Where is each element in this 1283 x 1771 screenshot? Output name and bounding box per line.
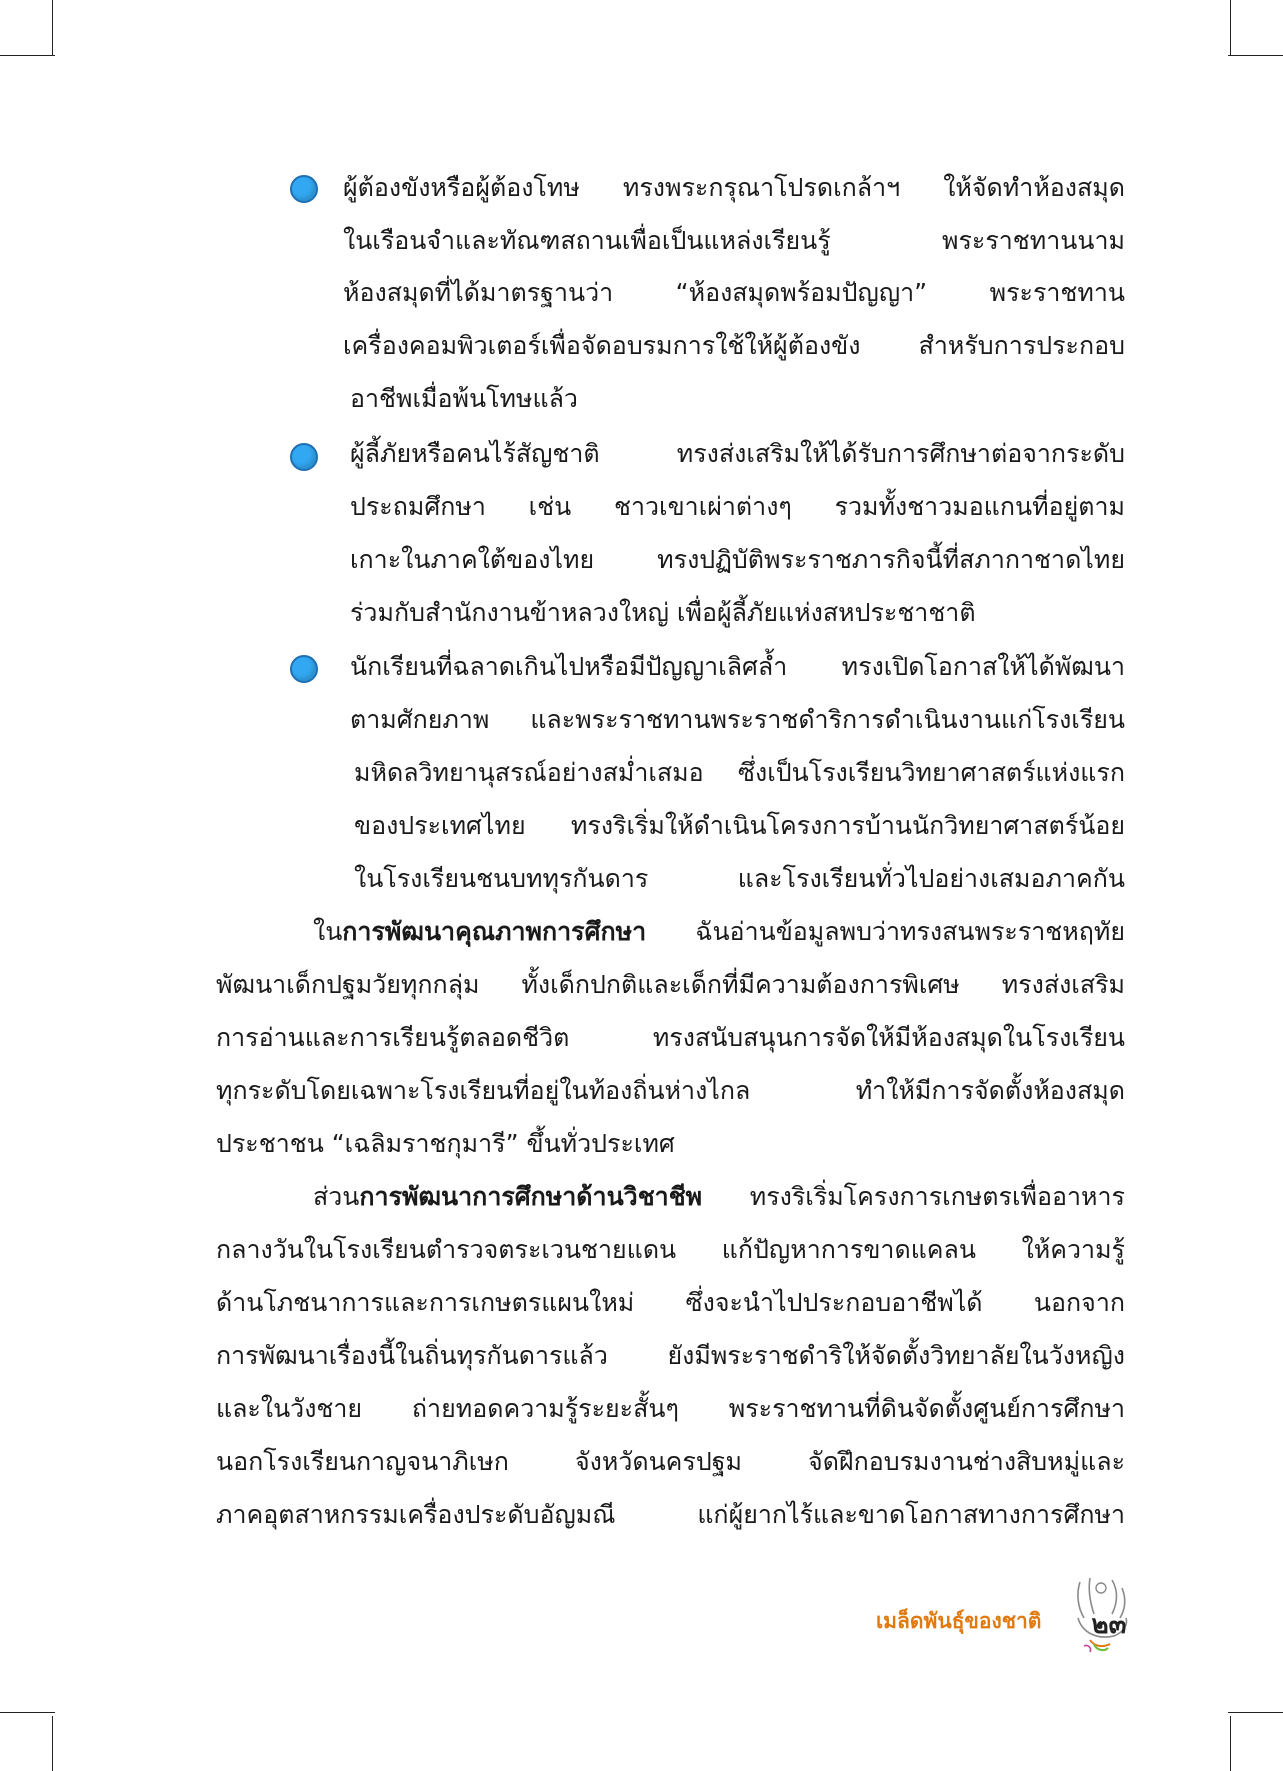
crop-mark: [1228, 55, 1283, 56]
bullet-2-line: ร่วมกับสำนักงานข้าหลวงใหญ่ เพื่อผู้ลี้ภัยแห่งสหประชาชาติ: [350, 598, 976, 627]
crop-mark: [52, 1716, 53, 1771]
bullet-1-line: ในเรือนจำและทัณฑสถานเพื่อเป็นแหล่งเรียนรู้ พระราชทานนาม: [343, 226, 1125, 255]
bullet-icon: [290, 655, 318, 683]
paragraph-2-first-line: [313, 1180, 1125, 1214]
paragraph-1-first-line: [313, 915, 1125, 949]
paragraph-2-line: การพัฒนาเรื่องนี้ในถิ่นทุรกันดารแล้ว ยังมีพระราชดำริให้จัดตั้งวิทยาลัยในวังหญิง: [216, 1341, 1125, 1370]
bullet-icon: [290, 175, 318, 203]
para2-rest: ทรงริเริ่มโครงการเกษตรเพื่ออาหาร: [702, 1182, 1125, 1211]
paragraph-1-line: พัฒนาเด็กปฐมวัยทุกกลุ่ม ทั้งเด็กปกติและเด็กที่มีความต้องการพิเศษ ทรงส่งเสริม: [216, 970, 1125, 999]
crop-mark: [52, 0, 53, 55]
crop-mark: [0, 55, 55, 56]
crop-mark: [1230, 0, 1231, 55]
crop-mark: [1230, 1716, 1231, 1771]
bullet-3-line: มหิดลวิทยานุสรณ์อย่างสม่ำเสมอ ซึ่งเป็นโรงเรียนวิทยาศาสตร์แห่งแรก: [354, 758, 1125, 787]
bullet-icon: [290, 443, 318, 471]
bullet-1-line: เครื่องคอมพิวเตอร์เพื่อจัดอบรมการใช้ให้ผู้ต้องขัง สำหรับการประกอบ: [343, 331, 1125, 360]
paragraph-2-line: กลางวันในโรงเรียนตำรวจตระเวนชายแดน แก้ปัญหาการขาดแคลน ให้ความรู้: [216, 1235, 1125, 1264]
footer-title: เมล็ดพันธุ์ของชาติ: [876, 1608, 1042, 1633]
bullet-3-line: ของประเทศไทย ทรงริเริ่มให้ดำเนินโครงการบ้านนักวิทยาศาสตร์น้อย: [354, 811, 1125, 840]
paragraph-2-line: ด้านโภชนาการและการเกษตรแผนใหม่ ซึ่งจะนำไปประกอบอาชีพได้ นอกจาก: [216, 1288, 1125, 1317]
page-number: ๒๓: [1091, 1610, 1127, 1640]
bullet-1-line: ผู้ต้องขังหรือผู้ต้องโทษ ทรงพระกรุณาโปรดเกล้าฯ ให้จัดทำห้องสมุด: [343, 173, 1125, 202]
crop-mark: [1228, 1712, 1283, 1713]
bullet-1-line: ห้องสมุดที่ได้มาตรฐานว่า “ห้องสมุดพร้อมปัญญา” พระราชทาน: [343, 278, 1125, 307]
para1-rest: ฉันอ่านข้อมูลพบว่าทรงสนพระราชหฤทัย: [646, 917, 1125, 946]
crop-mark: [0, 1712, 55, 1713]
para1-lead: ใน: [313, 917, 343, 946]
paragraph-2-line: และในวังชาย ถ่ายทอดความรู้ระยะสั้นๆ พระราชทานที่ดินจัดตั้งศูนย์การศึกษา: [216, 1394, 1125, 1423]
para1-heading: การพัฒนาคุณภาพการศึกษา: [342, 917, 647, 946]
paragraph-1-line: ประชาชน “เฉลิมราชกุมารี” ขึ้นทั่วประเทศ: [216, 1129, 675, 1158]
bullet-3-line: นักเรียนที่ฉลาดเกินไปหรือมีปัญญาเลิศล้ำ ทรงเปิดโอกาสให้ได้พัฒนา: [350, 652, 1125, 681]
bullet-1-line: อาชีพเมื่อพ้นโทษแล้ว: [350, 384, 578, 413]
paragraph-2-line: นอกโรงเรียนกาญจนาภิเษก จังหวัดนครปฐม จัดฝึกอบรมงานช่างสิบหมู่และ: [216, 1447, 1125, 1476]
bullet-2-line: เกาะในภาคใต้ของไทย ทรงปฏิบัติพระราชภารกิจนี้ที่สภากาชาดไทย: [350, 545, 1125, 574]
bullet-2-line: ผู้ลี้ภัยหรือคนไร้สัญชาติ ทรงส่งเสริมให้ได้รับการศึกษาต่อจากระดับ: [350, 439, 1125, 468]
bullet-3-line: ตามศักยภาพ และพระราชทานพระราชดำริการดำเนินงานแก่โรงเรียน: [350, 705, 1125, 734]
paragraph-1-line: ทุกระดับโดยเฉพาะโรงเรียนที่อยู่ในท้องถิ่นห่างไกล ทำให้มีการจัดตั้งห้องสมุด: [216, 1076, 1125, 1105]
bullet-2-line: ประถมศึกษา เช่น ชาวเขาเผ่าต่างๆ รวมทั้งชาวมอแกนที่อยู่ตาม: [350, 492, 1125, 521]
paragraph-2-line: ภาคอุตสาหกรรมเครื่องประดับอัญมณี แก่ผู้ยากไร้และขาดโอกาสทางการศึกษา: [216, 1500, 1125, 1529]
para2-heading: การพัฒนาการศึกษาด้านวิชาชีพ: [359, 1182, 703, 1211]
para2-lead: ส่วน: [313, 1182, 360, 1211]
bullet-3-line: ในโรงเรียนชนบททุรกันดาร และโรงเรียนทั่วไปอย่างเสมอภาคกัน: [354, 864, 1125, 893]
paragraph-1-line: การอ่านและการเรียนรู้ตลอดชีวิต ทรงสนับสนุนการจัดให้มีห้องสมุดในโรงเรียน: [216, 1023, 1125, 1052]
